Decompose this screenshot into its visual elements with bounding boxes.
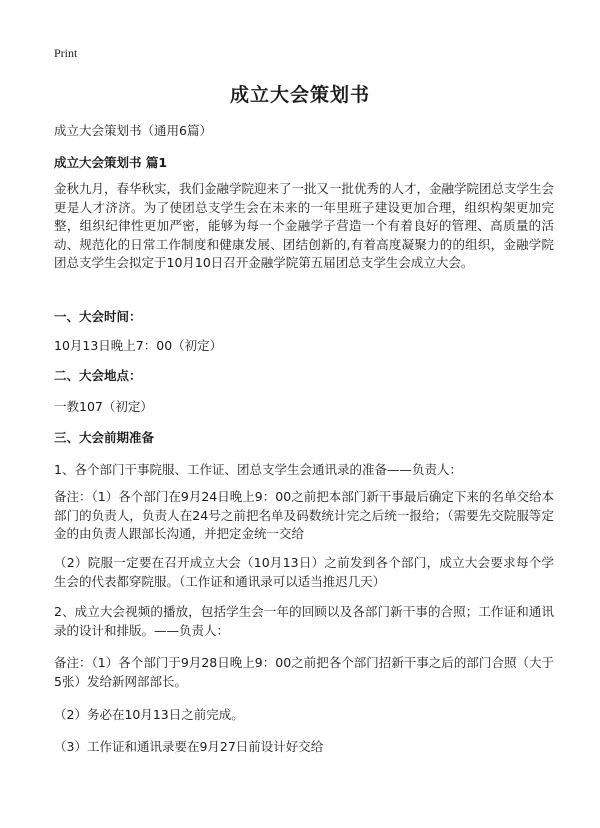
section-title-location: 二、大会地点： [54,368,142,383]
article-heading: 成立大会策划书 篇1 [54,155,168,170]
prep-note-4: （2）务必在10月13日之前完成。 [54,707,244,722]
prep-item-1: 1、各个部门干事院服、工作证、团总支学生会通讯录的准备——负责人： [54,462,462,477]
section-title-time: 一、大会时间： [54,309,142,324]
meeting-location: 一教107（初定） [54,399,153,414]
document-subtitle: 成立大会策划书（通用6篇） [54,123,212,138]
prep-item-2: 2、成立大会视频的播放，包括学生会一年的回顾以及各部门新干事的合照；工作证和通讯录的设计和排版。——负责人： [54,604,554,638]
meeting-time: 10月13日晚上7：00（初定） [54,338,223,353]
prep-note-3: 备注：（1）各个部门于9月28日晚上9：00之前把各个部门招新干事之后的部门合照（大于5张）发给新网部部长。 [54,655,554,689]
prep-note-5: （3）工作证和通讯录要在9月27日前设计好交给 [54,739,324,754]
prep-note-1: 备注：（1）各个部门在9月24日晚上9：00之前把本部门新干事最后确定下来的名单交给本部门的负责人，负责人在24号之前把名单及码数统计完之后统一报给；（需要先交院服等定金的由负责人跟部长沟通，并把定金统一交给 [54,489,554,541]
prep-note-2: （2）院服一定要在召开成立大会（10月13日）之前发到各个部门，成立大会要求每个学生会的代表都穿院服。（工作证和通讯录可以适当推迟几天） [54,555,554,589]
page-title: 成立大会策划书 [229,84,370,106]
section-title-preparation: 三、大会前期准备 [54,430,155,445]
intro-paragraph: 金秋九月，春华秋实，我们金融学院迎来了一批又一批优秀的人才，金融学院团总支学生会更是人才济济。为了使团总支学生会在未来的一年里班子建设更加合理，组织构架更加完整，组织纪律性更加严密，能够为每一个金融学子营造一个有着良好的管理、高质量的活动、规范化的日常工作制度和健康发展、团结创新的,有着高度凝聚力的的组织，金融学院团总支学生会拟定于10月10日召开金融学院第五届团总支学生会成立大会。 [54,181,555,270]
print-link[interactable]: Print [54,46,78,60]
